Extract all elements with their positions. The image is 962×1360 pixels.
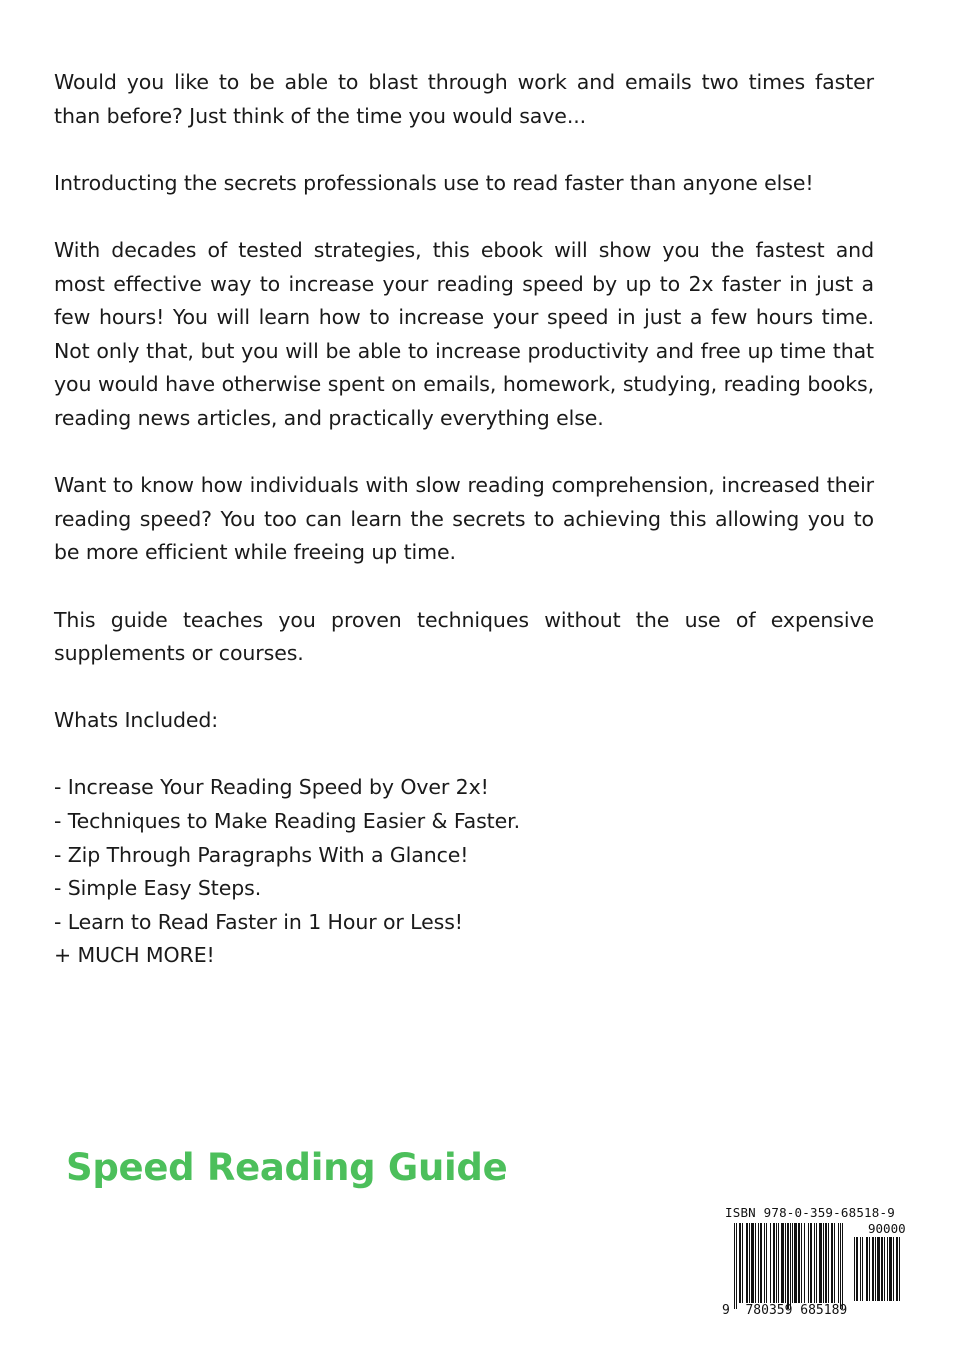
ean-barcode-bars	[734, 1223, 852, 1309]
barcode-bar	[899, 1237, 900, 1301]
barcode-bar	[889, 1237, 892, 1301]
intro-paragraph: Would you like to be able to blast through work and emails two times faster than before? Just think of the time you would save...	[54, 70, 874, 128]
back-cover-text	[54, 66, 874, 973]
barcode-bar	[804, 1223, 805, 1303]
barcode-bar	[790, 1223, 791, 1309]
barcode-bar	[884, 1237, 885, 1301]
ean-first-digit: 9	[722, 1303, 730, 1318]
barcode-bar	[792, 1223, 793, 1303]
barcode-bar	[877, 1237, 880, 1301]
barcode-bar	[751, 1223, 754, 1303]
list-item: - Increase Your Reading Speed by Over 2x!	[54, 775, 489, 800]
barcode-bar	[810, 1223, 812, 1303]
barcode-bar	[787, 1223, 789, 1309]
barcode-bar	[794, 1223, 797, 1303]
techniques-paragraph: This guide teaches you proven techniques without the use of expensive supplements or courses.	[54, 607, 874, 666]
barcode-bar	[734, 1223, 735, 1309]
barcode-bar	[819, 1223, 822, 1303]
barcode-bar	[862, 1237, 863, 1301]
barcode-bar	[825, 1223, 827, 1303]
barcode-bar	[854, 1237, 855, 1301]
barcode-bar	[801, 1223, 802, 1303]
list-item: - Zip Through Paragraphs With a Glance!	[54, 842, 469, 867]
barcode-bar	[814, 1223, 815, 1303]
barcode-bar	[842, 1223, 843, 1309]
barcode-bar	[869, 1237, 870, 1301]
barcode-bar	[831, 1223, 833, 1303]
whats-included-heading: Whats Included:	[54, 708, 219, 733]
addon-code: 90000	[868, 1221, 906, 1236]
barcode-bar	[758, 1223, 759, 1303]
barcode-bar	[749, 1223, 750, 1303]
barcode-bar	[742, 1223, 743, 1303]
strategies-paragraph: With decades of tested strategies, this ebook will show you the fastest and most effective way to increase your reading speed by up to 2x faster in just a few hours! You will learn how to increase your speed in just a few hours time. Not only that, but you will be able to increase productivity and free up time that you would have otherwise spent on emails, homework, studying, reading books, reading news articles, and practically everything else.	[54, 237, 874, 430]
barcode-bar	[887, 1237, 888, 1301]
ean-left-digits: 780359	[745, 1303, 793, 1318]
barcode-bar	[776, 1223, 777, 1303]
barcode-bar	[773, 1223, 775, 1303]
barcode-bar	[860, 1237, 861, 1301]
secrets-paragraph: Introducting the secrets professionals use to read faster than anyone else!	[54, 170, 814, 195]
barcode-bar	[736, 1223, 737, 1309]
list-item: + MUCH MORE!	[54, 943, 215, 968]
barcode-bar	[766, 1223, 767, 1303]
barcode-bar	[875, 1237, 876, 1301]
isbn-barcode	[722, 1205, 922, 1325]
barcode-bar	[872, 1237, 874, 1301]
barcode-bar	[760, 1223, 762, 1303]
barcode-bar	[881, 1237, 883, 1301]
ean-right-digits: 685189	[800, 1303, 848, 1318]
list-item: - Learn to Read Faster in 1 Hour or Less!	[54, 909, 463, 934]
barcode-bar	[770, 1223, 771, 1303]
barcode-bar	[781, 1223, 784, 1303]
isbn-label: ISBN 978-0-359-68518-9	[725, 1205, 895, 1220]
barcode-bar	[834, 1223, 835, 1303]
barcode-bar	[746, 1223, 748, 1303]
barcode-bar	[838, 1223, 839, 1303]
brand-title: Speed Reading Guide	[66, 1146, 508, 1189]
barcode-bar	[840, 1223, 841, 1309]
barcode-bar	[764, 1223, 765, 1303]
barcode-bar	[808, 1223, 809, 1303]
barcode-bar	[896, 1237, 898, 1301]
list-item: - Simple Easy Steps.	[54, 876, 262, 901]
included-list	[54, 771, 874, 973]
barcode-bar	[823, 1223, 824, 1303]
barcode-bar	[828, 1223, 829, 1303]
barcode-bar	[778, 1223, 779, 1303]
addon-barcode-bars	[854, 1237, 920, 1309]
barcode-bar	[893, 1237, 894, 1301]
barcode-bar	[785, 1223, 786, 1303]
barcode-bar	[856, 1237, 858, 1301]
list-item: - Techniques to Make Reading Easier & Faster.	[54, 809, 520, 834]
barcode-bar	[755, 1223, 756, 1303]
ean-digits	[722, 1303, 847, 1318]
barcode-bar	[739, 1223, 741, 1303]
comprehension-paragraph: Want to know how individuals with slow reading comprehension, increased their reading speed? You too can learn the secrets to achieving this allowing you to be more efficient while freeing up time.	[54, 473, 874, 565]
barcode-bar	[816, 1223, 817, 1303]
barcode-bar	[798, 1223, 800, 1303]
barcode-bar	[866, 1237, 868, 1301]
